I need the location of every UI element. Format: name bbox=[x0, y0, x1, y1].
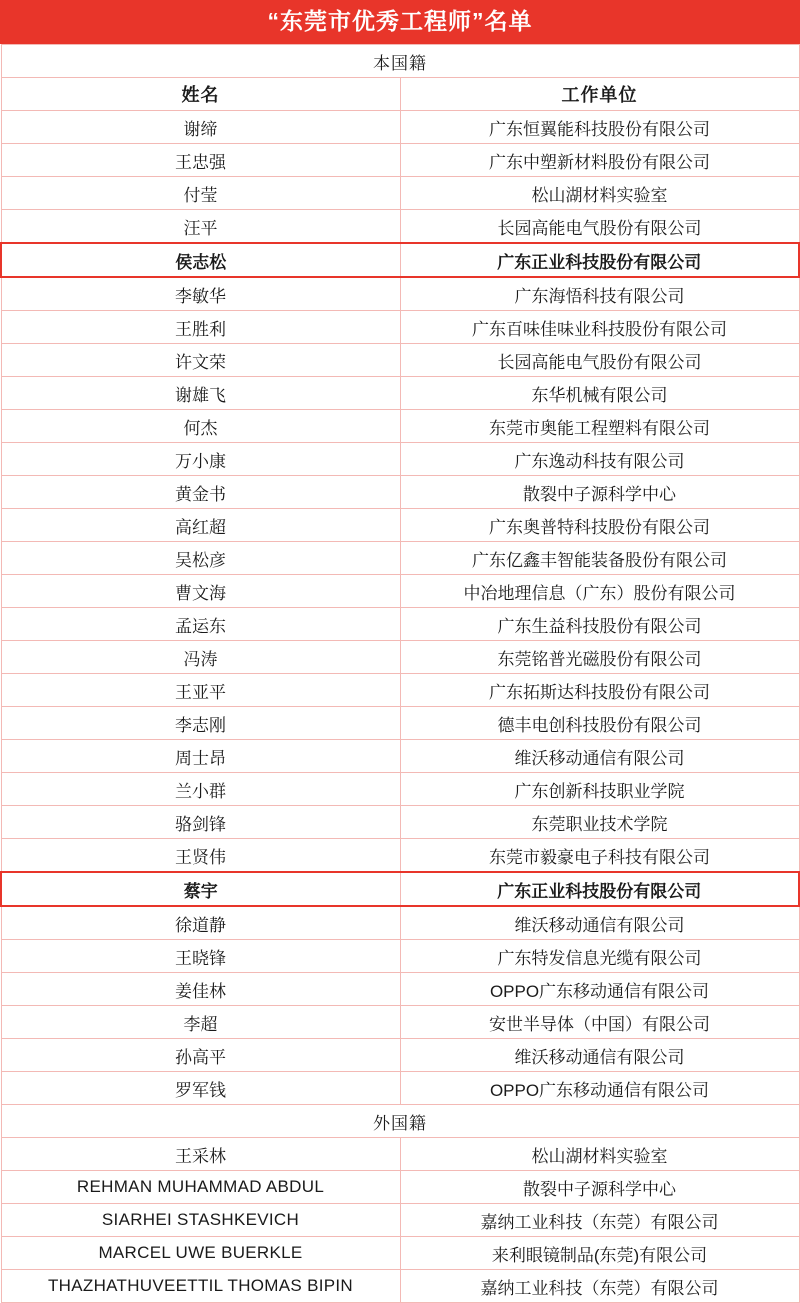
roster-table-body bbox=[1, 45, 799, 1303]
cell-org: 广东逸动科技有限公司 bbox=[400, 443, 799, 476]
cell-org: 广东正业科技股份有限公司 bbox=[400, 872, 799, 906]
cell-org: 散裂中子源科学中心 bbox=[400, 1171, 799, 1204]
cell-name: 谢缔 bbox=[1, 111, 400, 144]
section-label: 外国籍 bbox=[1, 1105, 799, 1138]
cell-name: MARCEL UWE BUERKLE bbox=[1, 1237, 400, 1270]
cell-org: 广东奥普特科技股份有限公司 bbox=[400, 509, 799, 542]
table-row bbox=[1, 740, 799, 773]
cell-org: 广东中塑新材料股份有限公司 bbox=[400, 144, 799, 177]
cell-org: 广东百味佳味业科技股份有限公司 bbox=[400, 311, 799, 344]
cell-org: 东莞市毅豪电子科技有限公司 bbox=[400, 839, 799, 873]
section-row bbox=[1, 1105, 799, 1138]
cell-org: 广东特发信息光缆有限公司 bbox=[400, 940, 799, 973]
cell-name: 李志刚 bbox=[1, 707, 400, 740]
table-row bbox=[1, 542, 799, 575]
table-row bbox=[1, 277, 799, 311]
cell-org: 来利眼镜制品(东莞)有限公司 bbox=[400, 1237, 799, 1270]
table-row bbox=[1, 1006, 799, 1039]
cell-name: 汪平 bbox=[1, 210, 400, 244]
cell-org: 东莞职业技术学院 bbox=[400, 806, 799, 839]
table-row bbox=[1, 1204, 799, 1237]
table-row bbox=[1, 641, 799, 674]
cell-org: 广东拓斯达科技股份有限公司 bbox=[400, 674, 799, 707]
table-row bbox=[1, 1270, 799, 1303]
cell-name: 付莹 bbox=[1, 177, 400, 210]
table-row bbox=[1, 111, 799, 144]
cell-name: 侯志松 bbox=[1, 243, 400, 277]
cell-org: 广东创新科技职业学院 bbox=[400, 773, 799, 806]
page-title: “东莞市优秀工程师”名单 bbox=[0, 0, 800, 44]
table-row bbox=[1, 839, 799, 873]
cell-org: 广东正业科技股份有限公司 bbox=[400, 243, 799, 277]
cell-name: 王贤伟 bbox=[1, 839, 400, 873]
roster-table bbox=[0, 44, 800, 1303]
cell-org: 嘉纳工业科技（东莞）有限公司 bbox=[400, 1204, 799, 1237]
table-row bbox=[1, 311, 799, 344]
cell-name: 谢雄飞 bbox=[1, 377, 400, 410]
cell-org: 散裂中子源科学中心 bbox=[400, 476, 799, 509]
table-row bbox=[1, 210, 799, 244]
cell-org: OPPO广东移动通信有限公司 bbox=[400, 973, 799, 1006]
cell-name: 吴松彦 bbox=[1, 542, 400, 575]
cell-org: 德丰电创科技股份有限公司 bbox=[400, 707, 799, 740]
cell-org: 松山湖材料实验室 bbox=[400, 1138, 799, 1171]
table-row bbox=[1, 177, 799, 210]
cell-name: 许文荣 bbox=[1, 344, 400, 377]
cell-name: 高红超 bbox=[1, 509, 400, 542]
table-row bbox=[1, 973, 799, 1006]
cell-org: 东莞铭普光磁股份有限公司 bbox=[400, 641, 799, 674]
cell-name: THAZHATHUVEETTIL THOMAS BIPIN bbox=[1, 1270, 400, 1303]
table-row bbox=[1, 377, 799, 410]
cell-org: 维沃移动通信有限公司 bbox=[400, 906, 799, 940]
table-row bbox=[1, 443, 799, 476]
cell-name: 李超 bbox=[1, 1006, 400, 1039]
table-row bbox=[1, 476, 799, 509]
cell-org: 维沃移动通信有限公司 bbox=[400, 1039, 799, 1072]
table-row bbox=[1, 1039, 799, 1072]
cell-org: 长园高能电气股份有限公司 bbox=[400, 210, 799, 244]
cell-org: 东莞市奥能工程塑料有限公司 bbox=[400, 410, 799, 443]
cell-org: 中冶地理信息（广东）股份有限公司 bbox=[400, 575, 799, 608]
table-row bbox=[1, 575, 799, 608]
table-row bbox=[1, 707, 799, 740]
cell-org: 广东恒翼能科技股份有限公司 bbox=[400, 111, 799, 144]
cell-name: 王晓锋 bbox=[1, 940, 400, 973]
table-row bbox=[1, 1171, 799, 1204]
cell-name: 冯涛 bbox=[1, 641, 400, 674]
cell-name: 万小康 bbox=[1, 443, 400, 476]
cell-name: 罗军钱 bbox=[1, 1072, 400, 1105]
cell-org: 维沃移动通信有限公司 bbox=[400, 740, 799, 773]
table-row bbox=[1, 906, 799, 940]
cell-name: 何杰 bbox=[1, 410, 400, 443]
cell-name: 孙高平 bbox=[1, 1039, 400, 1072]
cell-name: 徐道静 bbox=[1, 906, 400, 940]
cell-org: 广东海悟科技有限公司 bbox=[400, 277, 799, 311]
cell-name: 黄金书 bbox=[1, 476, 400, 509]
section-row bbox=[1, 45, 799, 78]
cell-org: OPPO广东移动通信有限公司 bbox=[400, 1072, 799, 1105]
cell-name: 蔡宇 bbox=[1, 872, 400, 906]
cell-name: 王采林 bbox=[1, 1138, 400, 1171]
cell-name: 姜佳林 bbox=[1, 973, 400, 1006]
column-header-org: 工作单位 bbox=[400, 78, 799, 111]
cell-org: 长园高能电气股份有限公司 bbox=[400, 344, 799, 377]
cell-org: 广东亿鑫丰智能装备股份有限公司 bbox=[400, 542, 799, 575]
table-row bbox=[1, 806, 799, 839]
table-row bbox=[1, 1072, 799, 1105]
table-row bbox=[1, 940, 799, 973]
table-header-row bbox=[1, 78, 799, 111]
table-row bbox=[1, 872, 799, 906]
cell-name: 兰小群 bbox=[1, 773, 400, 806]
section-label: 本国籍 bbox=[1, 45, 799, 78]
cell-name: 孟运东 bbox=[1, 608, 400, 641]
table-row bbox=[1, 144, 799, 177]
cell-org: 东华机械有限公司 bbox=[400, 377, 799, 410]
table-row bbox=[1, 1237, 799, 1270]
cell-name: 王亚平 bbox=[1, 674, 400, 707]
table-row bbox=[1, 243, 799, 277]
cell-name: 骆剑锋 bbox=[1, 806, 400, 839]
cell-name: 周士昂 bbox=[1, 740, 400, 773]
cell-org: 安世半导体（中国）有限公司 bbox=[400, 1006, 799, 1039]
cell-org: 嘉纳工业科技（东莞）有限公司 bbox=[400, 1270, 799, 1303]
table-row bbox=[1, 344, 799, 377]
table-row bbox=[1, 674, 799, 707]
cell-name: SIARHEI STASHKEVICH bbox=[1, 1204, 400, 1237]
table-row bbox=[1, 773, 799, 806]
cell-name: 王忠强 bbox=[1, 144, 400, 177]
table-row bbox=[1, 509, 799, 542]
cell-name: 王胜利 bbox=[1, 311, 400, 344]
table-row bbox=[1, 608, 799, 641]
column-header-name: 姓名 bbox=[1, 78, 400, 111]
cell-name: 曹文海 bbox=[1, 575, 400, 608]
cell-name: REHMAN MUHAMMAD ABDUL bbox=[1, 1171, 400, 1204]
cell-name: 李敏华 bbox=[1, 277, 400, 311]
table-row bbox=[1, 410, 799, 443]
cell-org: 松山湖材料实验室 bbox=[400, 177, 799, 210]
cell-org: 广东生益科技股份有限公司 bbox=[400, 608, 799, 641]
table-row bbox=[1, 1138, 799, 1171]
